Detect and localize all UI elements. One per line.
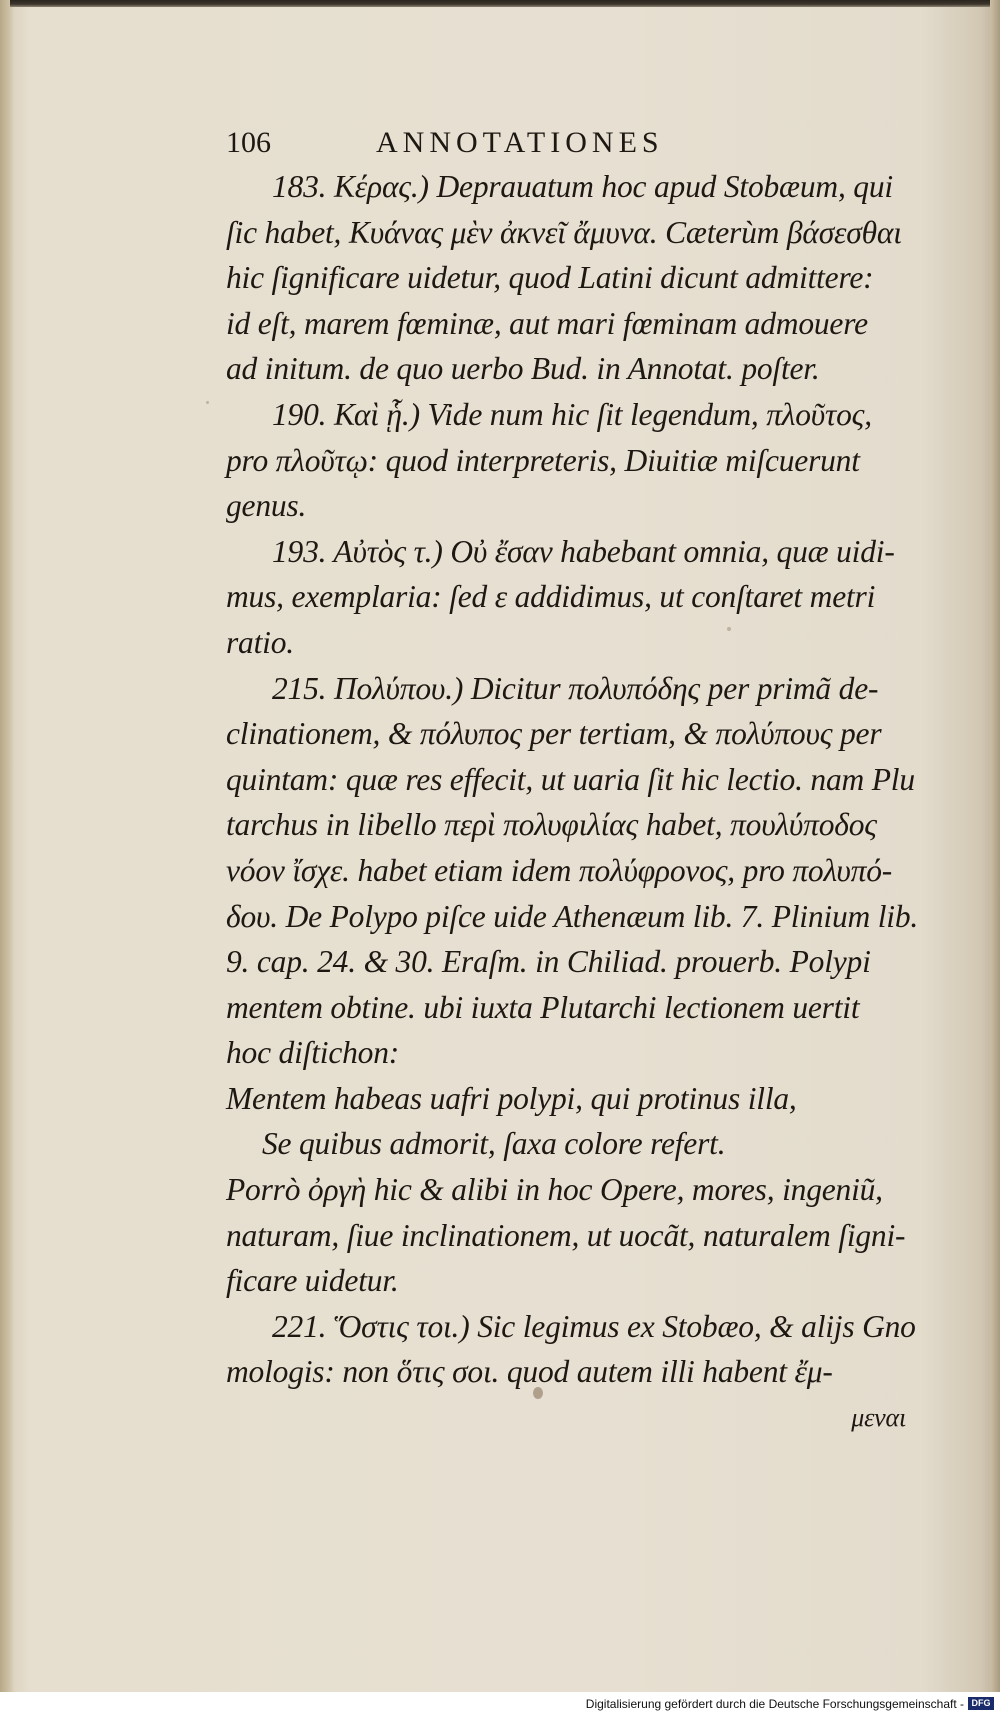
text-line: ſic habet, Κυάνας μὲν ἀκνεῖ ἄμυνα. Cæterùm βάσεσθαι — [226, 214, 902, 250]
text-line: Porrò ὀργὴ hic & alibi in hoc Opere, mores, ingeniũ, — [226, 1172, 883, 1208]
running-head-title: ANNOTATIONES — [376, 126, 664, 159]
page-top-edge — [10, 0, 1000, 7]
text-line: hoc diſtichon: — [226, 1035, 400, 1071]
dfg-logo: DFG — [968, 1697, 994, 1710]
digitization-footer — [0, 1692, 1000, 1716]
verse-line: Mentem habeas uafri polypi, qui protinus illa, — [226, 1080, 797, 1116]
text-line: naturam, ſiue inclinationem, ut uocãt, naturalem ſigni- — [226, 1217, 906, 1253]
text-line: 221. Ὅστις τοι.) Sic legimus ex Stobæo, & alijs Gno — [272, 1308, 916, 1344]
text-line: genus. — [226, 488, 307, 524]
text-line: 183. Κέρας.) Deprauatum hoc apud Stobæum, qui — [272, 169, 893, 204]
verse-line: Se quibus admorit, ſaxa colore refert. — [262, 1126, 726, 1162]
text-line: hic ſignificare uidetur, quod Latini dicunt admittere: — [226, 260, 874, 296]
text-line: 190. Καὶ ᾗ.) Vide num hic ſit legendum, πλοῦτος, — [272, 396, 872, 432]
text-line: ficare uidetur. — [226, 1263, 399, 1299]
text-line: clinationem, & πόλυπος per tertiam, & πολύπους per — [226, 716, 882, 752]
text-line: 9. cap. 24. & 30. Eraſm. in Chiliad. prouerb. Polypi — [226, 944, 871, 980]
text-line: ad initum. de quo uerbo Bud. in Annotat. poſter. — [226, 351, 820, 387]
paper-stain — [206, 401, 209, 404]
text-line: tarchus in libello περὶ πολυφιλίας habet, πουλύποδος — [226, 807, 877, 843]
text-line: id eſt, marem fœminæ, aut mari fœminam admouere — [226, 305, 868, 341]
catchword: μεναι — [851, 1403, 906, 1433]
page-left-edge — [0, 0, 14, 1692]
text-line: 215. Πολύπου.) Dicitur πολυπόδης per primã de- — [272, 670, 879, 706]
text-line: 193. Αὐτὸς τ.) Οὐ ἔσαν habebant omnia, quæ uidi- — [272, 533, 895, 569]
page-right-edge — [990, 0, 1000, 1692]
page-text — [226, 120, 966, 1441]
text-line: quintam: quæ res effecit, ut uaria ſit hic lectio. nam Plu — [226, 761, 915, 797]
text-line: mologis: non ὅτις σοι. quod autem illi habent ἔμ- — [226, 1354, 833, 1390]
footer-credit: Digitalisierung gefördert durch die Deutsche Forschungsgemeinschaft - — [585, 1697, 964, 1711]
text-line: mus, exemplaria: ſed ε addidimus, ut conſtaret metri — [226, 579, 876, 615]
text-line: ratio. — [226, 624, 294, 660]
text-line: mentem obtine. ubi iuxta Plutarchi lectionem uertit — [226, 989, 860, 1025]
running-header — [226, 120, 966, 164]
text-line: pro πλοῦτῳ: quod interpreteris, Diuitiæ miſcuerunt — [226, 442, 860, 478]
page-number: 106 — [226, 126, 271, 159]
text-line: νόον ἴσχε. habet etiam idem πολύφρονος, pro πολυπό- — [226, 852, 893, 888]
text-line: δου. De Polypo piſce uide Athenæum lib. 7. Plinium lib. — [226, 898, 919, 934]
